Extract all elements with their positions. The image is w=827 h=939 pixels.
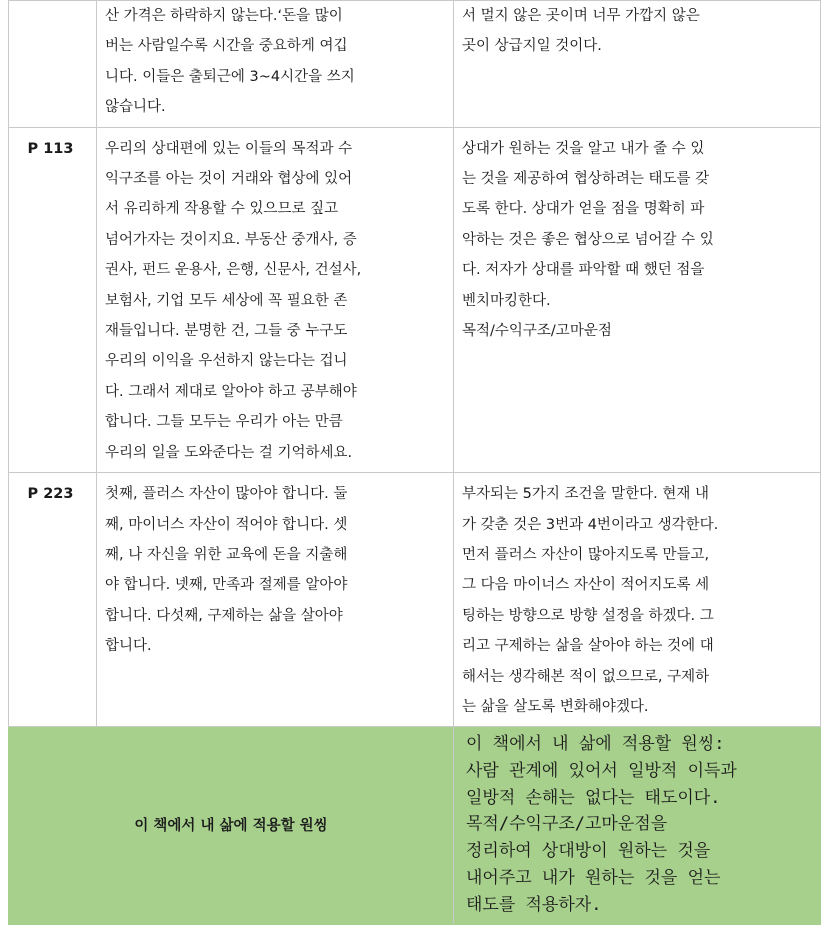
quote-line: 합니다. — [105, 638, 152, 655]
note-line: 곳이 상급지일 것이다. — [462, 38, 602, 55]
summary-line: 태도를 적용하자. — [466, 894, 602, 915]
quote-cell — [97, 1, 454, 128]
quote-line: 권사, 펀드 운용사, 은행, 신문사, 건설사, — [105, 262, 362, 279]
summary-row — [9, 727, 821, 925]
quote-line: 재들입니다. 분명한 건, 그들 중 누구도 — [105, 323, 348, 340]
quote-line: 다. 그래서 제대로 알아야 하고 공부해야 — [105, 383, 357, 400]
quote-line: 째, 나 자신을 위한 교육에 돈을 지출해 — [105, 546, 348, 563]
quote-line: 째, 마이너스 자산이 적어야 합니다. 셋 — [105, 516, 348, 533]
quote-line: 서 유리하게 작용할 수 있으므로 짚고 — [105, 201, 339, 218]
note-line: 부자되는 5가지 조건을 말한다. 현재 내 — [462, 486, 709, 503]
note-cell — [454, 127, 821, 472]
note-line: 다. 저자가 상대를 파악할 때 했던 점을 — [462, 262, 705, 279]
quote-line: 않습니다. — [105, 99, 166, 116]
quote-line: 우리의 상대편에 있는 이들의 목적과 수 — [105, 140, 353, 157]
note-line: 해서는 생각해본 적이 없으므로, 구제하 — [462, 668, 710, 685]
summary-line: 이 책에서 내 삶에 적용할 원씽: — [466, 734, 725, 755]
quote-line: 합니다. 다섯째, 구제하는 삶을 살아야 — [105, 607, 343, 624]
summary-text-cell — [454, 727, 821, 925]
note-cell — [454, 1, 821, 128]
note-line: 가 갖춘 것은 3번과 4번이라고 생각한다. — [462, 516, 719, 533]
quote-line: 합니다. 그들 모두는 우리가 아는 만큼 — [105, 414, 343, 431]
note-cell — [454, 473, 821, 727]
reading-notes-table — [8, 0, 821, 925]
quote-line: 익구조를 아는 것이 거래와 협상에 있어 — [105, 171, 353, 188]
summary-title: 이 책에서 내 삶에 적용할 원씽 — [9, 727, 454, 925]
summary-line: 목적/수익구조/고마운점을 — [466, 814, 668, 835]
quote-line: 우리의 일을 도와준다는 걸 기억하세요. — [105, 444, 353, 461]
quote-cell — [97, 473, 454, 727]
quote-line: 버는 사람일수록 시간을 중요하게 여깁 — [105, 38, 348, 55]
note-line: 리고 구제하는 삶을 살아야 하는 것에 대 — [462, 638, 714, 655]
note-line: 팅하는 방향으로 방향 설정을 하겠다. 그 — [462, 607, 714, 624]
note-line: 도록 한다. 상대가 얻을 점을 명확히 파 — [462, 201, 705, 218]
quote-line: 넘어가자는 것이지요. 부동산 중개사, 증 — [105, 231, 357, 248]
note-line: 서 멀지 않은 곳이며 너무 가깝지 않은 — [462, 8, 700, 24]
summary-line: 내어주고 내가 원하는 것을 얻는 — [466, 867, 721, 888]
quote-line: 우리의 이익을 우선하지 않는다는 겁니 — [105, 353, 348, 370]
page-number-cell: P 223 — [9, 473, 97, 727]
note-line: 목적/수익구조/고마운점 — [462, 323, 612, 340]
summary-line: 일방적 손해는 없다는 태도이다. — [466, 787, 721, 808]
table-row — [9, 1, 821, 128]
summary-line: 사람 관계에 있어서 일방적 이득과 — [466, 761, 737, 782]
quote-cell — [97, 127, 454, 472]
page-number-cell — [9, 1, 97, 128]
table-row — [9, 127, 821, 472]
note-line: 악하는 것은 좋은 협상으로 넘어갈 수 있 — [462, 231, 714, 248]
note-line: 그 다음 마이너스 자산이 적어지도록 세 — [462, 577, 710, 594]
summary-line: 정리하여 상대방이 원하는 것을 — [466, 841, 711, 862]
note-line: 는 삶을 살도록 변화해야겠다. — [462, 698, 649, 715]
note-line: 벤치마킹한다. — [462, 292, 551, 309]
page-number-cell: P 113 — [9, 127, 97, 472]
quote-line: 보험사, 기업 모두 세상에 꼭 필요한 존 — [105, 292, 348, 309]
note-line: 먼저 플러스 자산이 많아지도록 만들고, — [462, 546, 710, 563]
table-row — [9, 473, 821, 727]
note-line: 상대가 원하는 것을 알고 내가 줄 수 있 — [462, 140, 705, 157]
quote-line: 니다. 이들은 출퇴근에 3~4시간을 쓰지 — [105, 68, 355, 85]
quote-line: 산 가격은 하락하지 않는다.‘돈을 많이 — [105, 8, 343, 24]
quote-line: 야 합니다. 넷째, 만족과 절제를 알아야 — [105, 577, 348, 594]
quote-line: 첫째, 플러스 자산이 많아야 합니다. 둘 — [105, 486, 348, 503]
note-line: 는 것을 제공하여 협상하려는 태도를 갖 — [462, 171, 710, 188]
